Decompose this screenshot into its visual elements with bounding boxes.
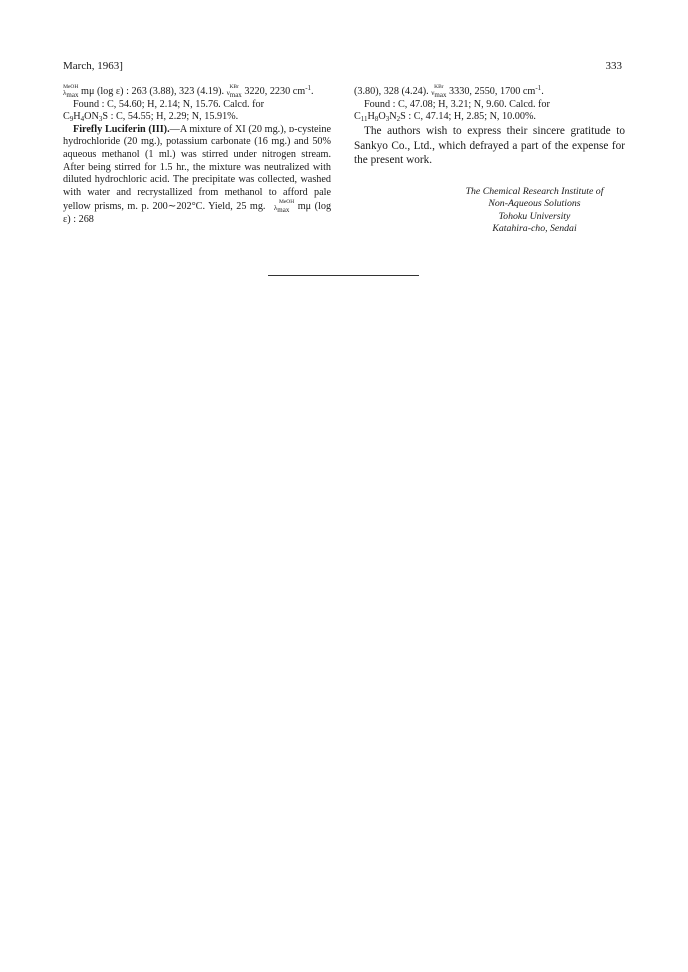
- uv-values: mμ (log ε) : 268: [63, 201, 332, 225]
- analysis-found-calcd: Found : C, 54.60; H, 2.14; N, 15.76. Calcd. for: [73, 98, 265, 110]
- end-rule: [268, 275, 419, 276]
- right-column: [354, 84, 625, 235]
- affiliation-line: The Chemical Research Institute of: [465, 186, 604, 198]
- period: .: [311, 86, 314, 97]
- page-number: 333: [605, 60, 622, 72]
- luciferin-paragraph: [63, 124, 331, 227]
- luciferin-text: —A mixture of XI (20 mg.), ᴅ-cysteine hydrochloride (20 mg.), potassium carbonate (16 mg.) and 50% aqueous methanol (1 ml.) was stirred under nitrogen stream. After being stirred for 1.5 hr., the mixture was neutralized with diluted hydrochloric acid. The precipitate was collected, washed with water and recrystallized from methanol to afford pale yellow prisms, m. p. 200∼202°C. Yield, 25 mg.: [63, 123, 331, 213]
- running-header-date: March, 1963]: [63, 60, 123, 72]
- uv-ir-data-paragraph: [63, 84, 331, 99]
- affiliation: [444, 186, 625, 235]
- acknowledgement: The authors wish to express their sincere gratitude to Sankyo Co., Ltd., which defrayed a part of the expense for the present work.: [354, 124, 625, 167]
- luciferin-heading: Firefly Luciferin (III).: [73, 123, 170, 135]
- nu-max-symbol: KBr $\nu_{max}$: [431, 84, 447, 99]
- ir-values: 3220, 2230 cm: [244, 86, 306, 97]
- left-column: [63, 84, 331, 227]
- analysis-found-calcd: Found : C, 47.08; H, 3.21; N, 9.60. Calcd. for: [364, 98, 550, 110]
- formula-line: $C_{11}H_8O_3N_2S$ : C, 47.14; H, 2.85; N, 10.00%.: [354, 111, 536, 124]
- lambda-max-symbol: MeOH $\lambda_{max}$: [273, 199, 295, 215]
- uv-values: mμ (log ε) : 263 (3.88), 323 (4.19).: [81, 86, 225, 97]
- affiliation-line: Non-Aqueous Solutions: [488, 198, 581, 210]
- period: .: [541, 86, 544, 97]
- ir-values: 3330, 2550, 1700 cm: [449, 86, 536, 97]
- nu-max-symbol: KBr $\nu_{max}$: [226, 84, 242, 99]
- exponent: -1: [305, 84, 312, 92]
- uv-ir-continuation: [354, 84, 625, 99]
- affiliation-line: Tohoku University: [498, 210, 571, 222]
- affiliation-line: Katahira-cho, Sendai: [492, 222, 577, 234]
- formula-line: $C_9H_4ON_3S$ : C, 54.55; H, 2.29; N, 15.91%.: [63, 111, 239, 124]
- lambda-max-symbol: MeOH $\lambda_{max}$: [63, 84, 79, 99]
- exponent: -1: [535, 84, 542, 92]
- uv-values: (3.80), 328 (4.24).: [354, 86, 429, 97]
